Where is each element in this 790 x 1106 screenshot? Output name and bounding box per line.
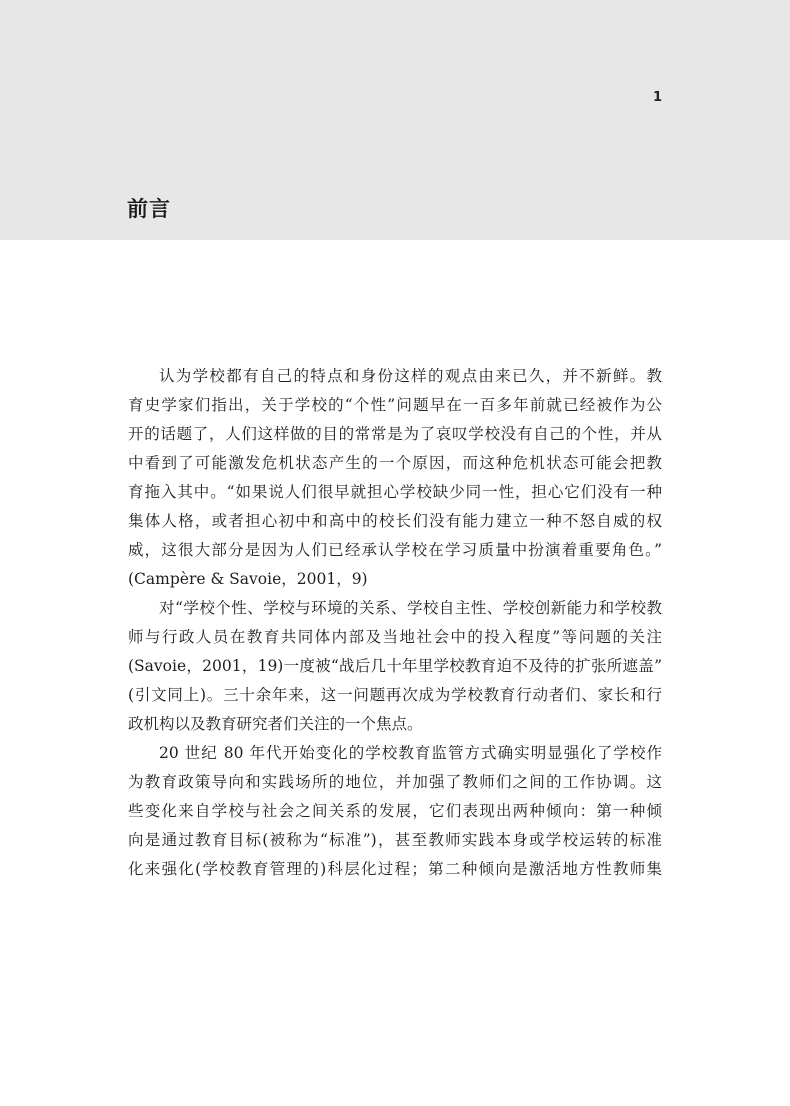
text-line: 些变化来自学校与社会之间关系的发展，它们表现出两种倾向：第一种倾 [128,802,662,820]
text-line: 化来强化(学校教育管理的)科层化过程；第二种倾向是激活地方性教师集 [128,860,662,878]
citation-line: (Campère & Savoie，2001，9) [128,570,368,588]
text-line: 集体人格，或者担心初中和高中的校长们没有能力建立一种不怒自威的权 [128,512,662,530]
text-line: 对“学校个性、学校与环境的关系、学校自主性、学校创新能力和学校教 [159,599,662,617]
paragraph-1 [128,362,662,594]
text-line: 政机构以及教育研究者们关注的一个焦点。 [128,715,423,733]
chapter-title: 前言 [127,197,171,221]
text-line: 为教育政策导向和实践场所的地位，并加强了教师们之间的工作协调。这 [128,773,662,791]
text-line: 中看到了可能激发危机状态产生的一个原因，而这种危机状态可能会把教 [128,454,662,472]
chapter-header-band [0,0,790,240]
text-line: 威，这很大部分是因为人们已经承认学校在学习质量中扮演着重要角色。” [128,541,662,559]
text-line: (Savoie，2001，19)一度被“战后几十年里学校教育迫不及待的扩张所遮盖” [128,657,662,675]
text-line: 20 世纪 80 年代开始变化的学校教育监管方式确实明显强化了学校作 [159,744,662,762]
text-line: 师与行政人员在教育共同体内部及当地社会中的投入程度”等问题的关注 [128,628,662,646]
text-line: 育拖入其中。“如果说人们很早就担心学校缺少同一性，担心它们没有一种 [128,483,662,501]
text-line: 育史学家们指出，关于学校的“个性”问题早在一百多年前就已经被作为公 [128,396,662,414]
text-line: 认为学校都有自己的特点和身份这样的观点由来已久，并不新鲜。教 [159,367,662,385]
paragraph-2 [128,594,662,739]
text-line: (引文同上)。三十余年来，这一问题再次成为学校教育行动者们、家长和行 [128,686,662,704]
text-line: 向是通过教育目标(被称为“标准”)，甚至教师实践本身或学校运转的标准 [128,831,662,849]
paragraph-3 [128,739,662,884]
page-number: 1 [652,90,662,105]
text-line: 开的话题了，人们这样做的目的常常是为了哀叹学校没有自己的个性，并从 [128,425,662,443]
body-text [128,362,662,884]
